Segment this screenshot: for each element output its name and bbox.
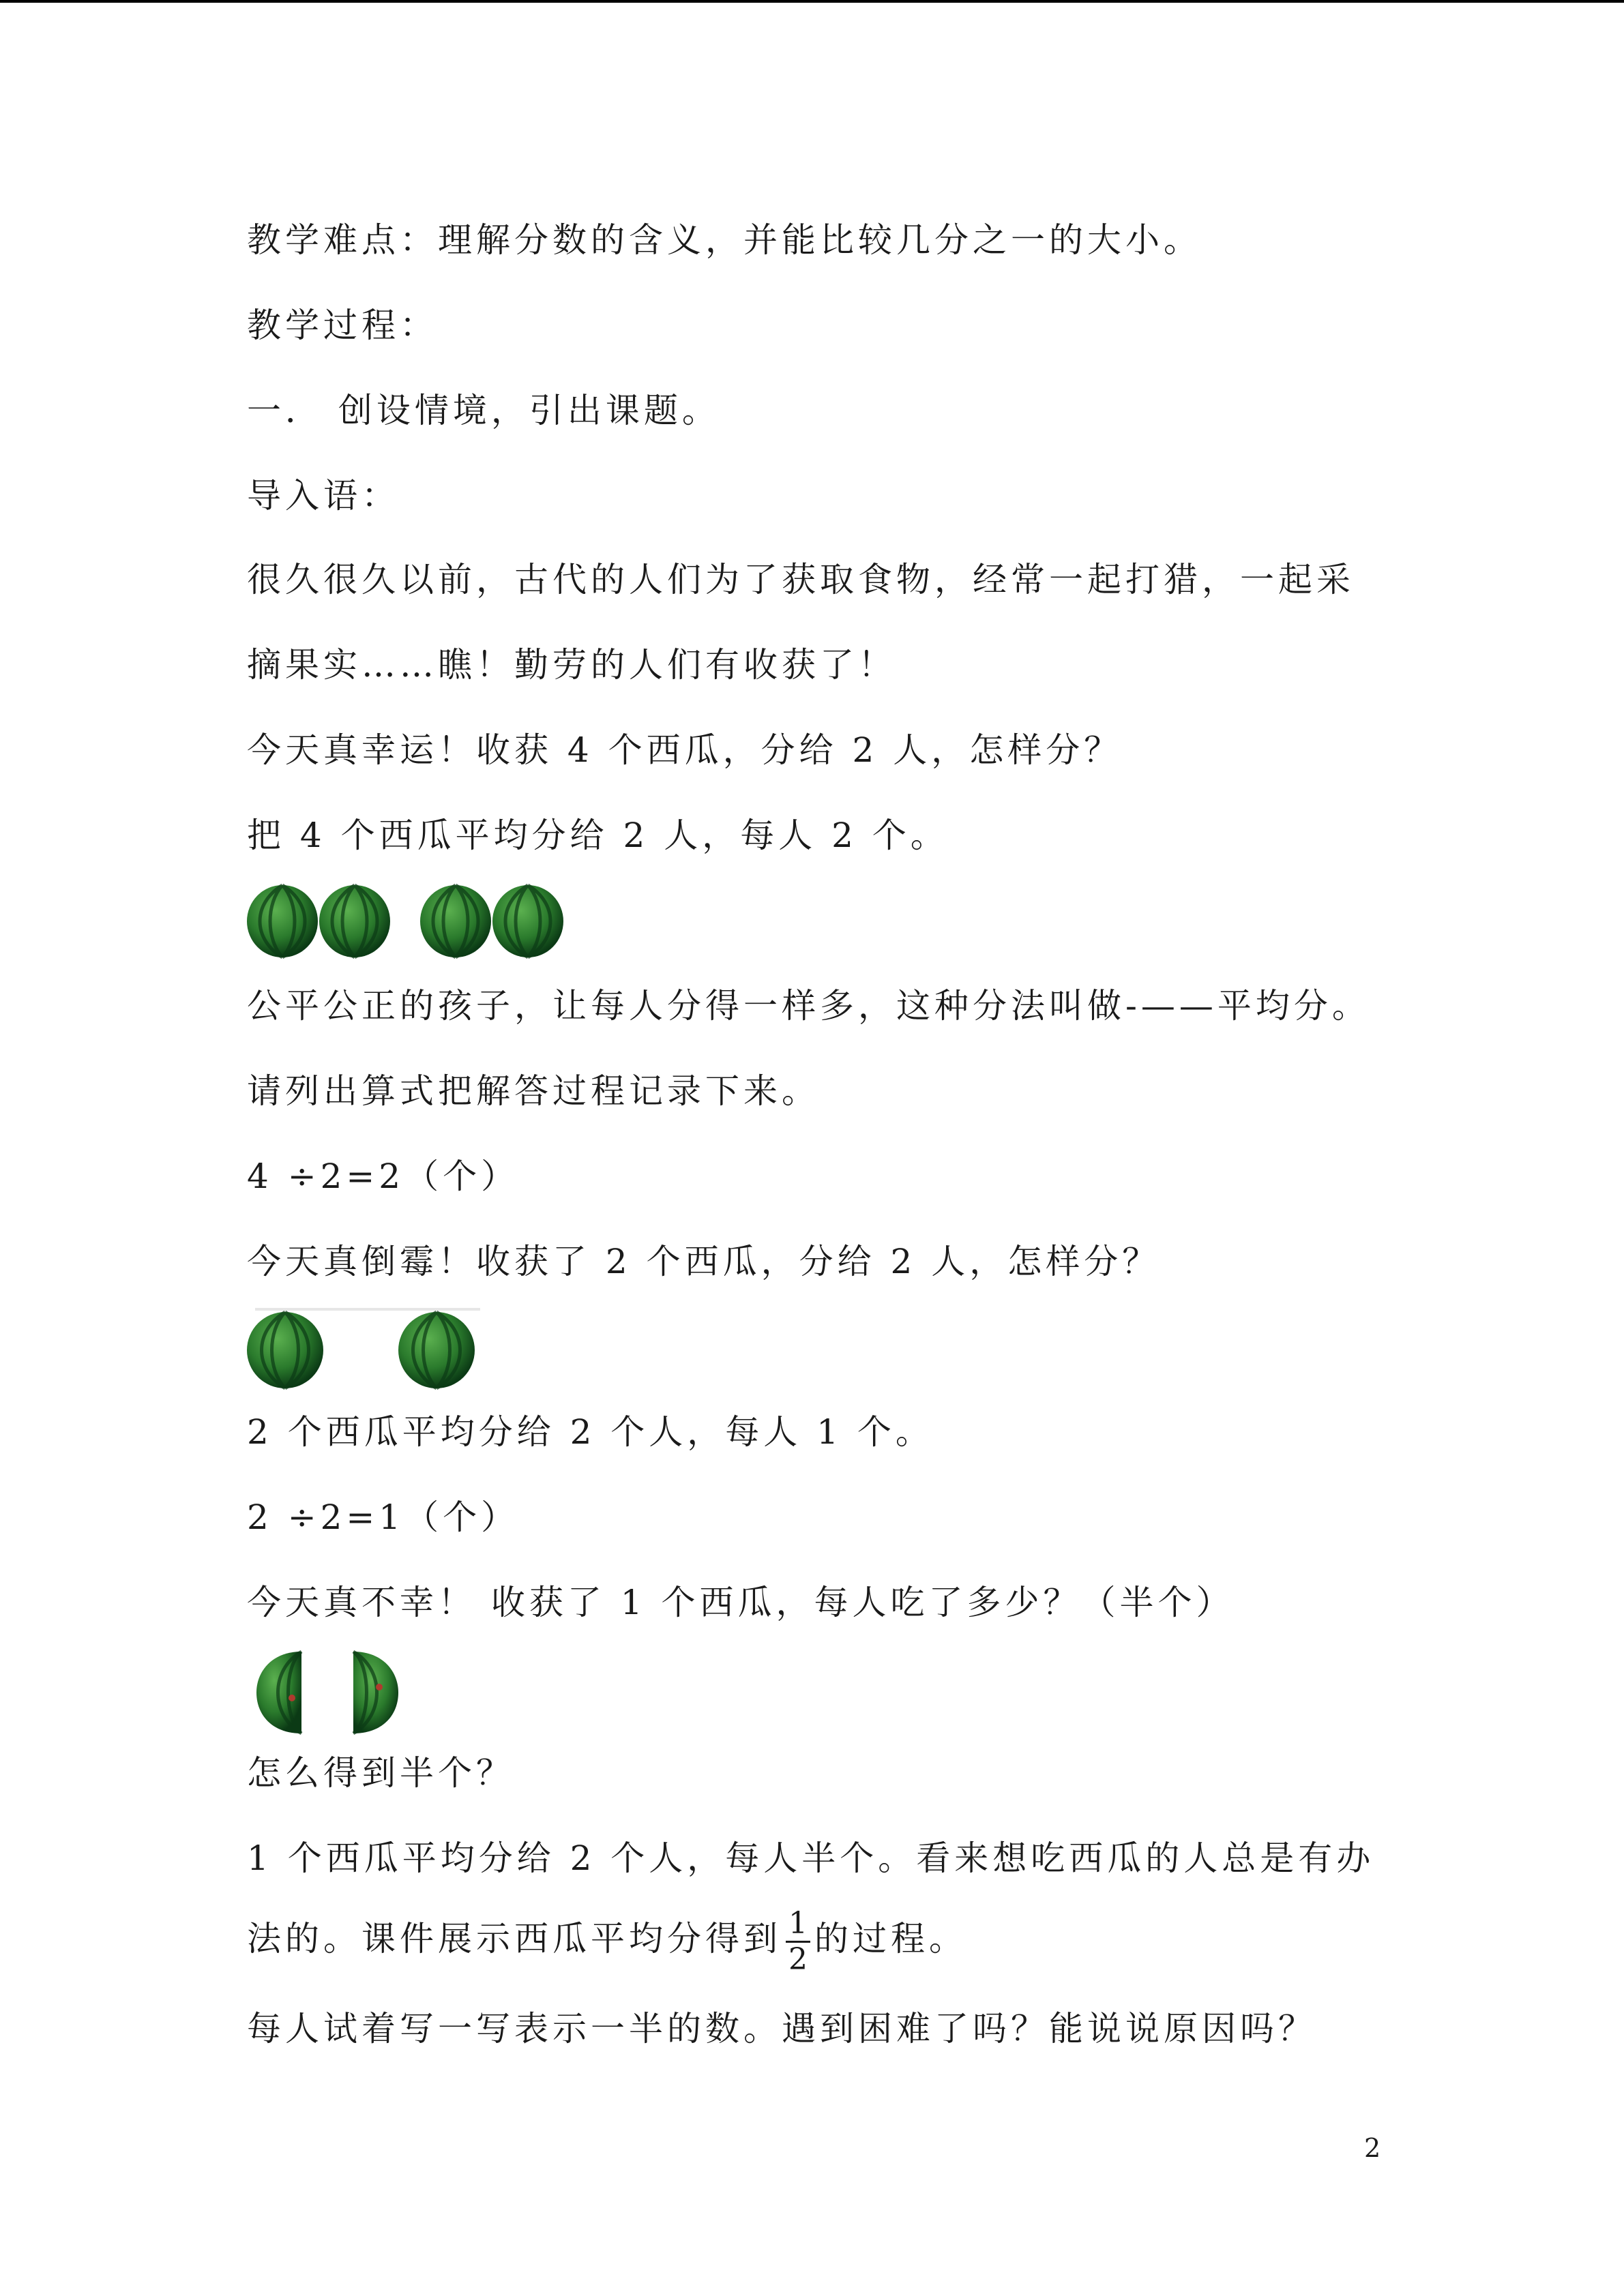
- four-watermelons-image: [246, 883, 566, 959]
- teaching-difficulty: 教学难点：理解分数的含义，并能比较几分之一的大小。: [247, 220, 1202, 260]
- half-watermelon-left-icon: [256, 1652, 301, 1733]
- paragraph-line: 1 个西瓜平均分给 2 个人，每人半个。看来想吃西瓜的人总是有办: [247, 1838, 1375, 1878]
- top-border-rule: [0, 0, 1624, 3]
- fraction-denominator: 2: [788, 1941, 808, 1977]
- fraction-one-half: [786, 1907, 810, 1977]
- equation-line: 2 ÷2=1（个）: [247, 1497, 520, 1537]
- watermelon-icon: [398, 1312, 475, 1388]
- page-number: 2: [1364, 2133, 1381, 2163]
- section-one-heading: 一． 创设情境，引出课题。: [247, 391, 720, 430]
- paragraph-line: 公平公正的孩子，让每人分得一样多，这种分法叫做-——平均分。: [247, 986, 1370, 1026]
- paragraph-line: 把 4 个西瓜平均分给 2 人，每人 2 个。: [247, 816, 949, 855]
- watermelon-icon: [492, 885, 563, 957]
- fraction-line-after: 的过程。: [814, 1919, 967, 1958]
- watermelon-icon: [247, 1312, 323, 1388]
- half-watermelon-right-icon: [353, 1652, 398, 1733]
- fraction-paragraph-line: [247, 1901, 967, 1977]
- paragraph-line: 今天真倒霉！收获了 2 个西瓜，分给 2 人，怎样分？: [247, 1242, 1161, 1281]
- watermelon-icon: [420, 885, 491, 957]
- paragraph-line: 怎么得到半个？: [247, 1753, 514, 1793]
- watermelon-icon: [319, 885, 390, 957]
- paragraph-line: 每人试着写一写表示一半的数。遇到困难了吗？能说说原因吗？: [247, 2009, 1316, 2048]
- intro-label: 导入语：: [247, 476, 400, 516]
- paragraph-line: 请列出算式把解答过程记录下来。: [247, 1071, 820, 1111]
- paragraph-line: 今天真不幸！ 收获了 1 个西瓜，每人吃了多少？（半个）: [247, 1583, 1235, 1622]
- watermelon-icon: [247, 885, 318, 957]
- paragraph-line: 很久很久以前，古代的人们为了获取食物，经常一起打猎，一起采: [247, 560, 1355, 599]
- paragraph-line: 2 个西瓜平均分给 2 个人，每人 1 个。: [247, 1412, 934, 1452]
- paragraph-line: 摘果实……瞧！勤劳的人们有收获了！: [247, 645, 896, 685]
- fraction-line-before: 法的。课件展示西瓜平均分得到: [247, 1919, 782, 1958]
- half-watermelons-image: [252, 1649, 402, 1736]
- paragraph-line: 今天真幸运！收获 4 个西瓜，分给 2 人，怎样分？: [247, 730, 1123, 770]
- equation-line: 4 ÷2=2（个）: [247, 1157, 520, 1196]
- two-watermelons-image: [246, 1311, 477, 1390]
- teaching-process-heading: 教学过程：: [247, 305, 438, 345]
- fraction-numerator: 1: [786, 1907, 810, 1943]
